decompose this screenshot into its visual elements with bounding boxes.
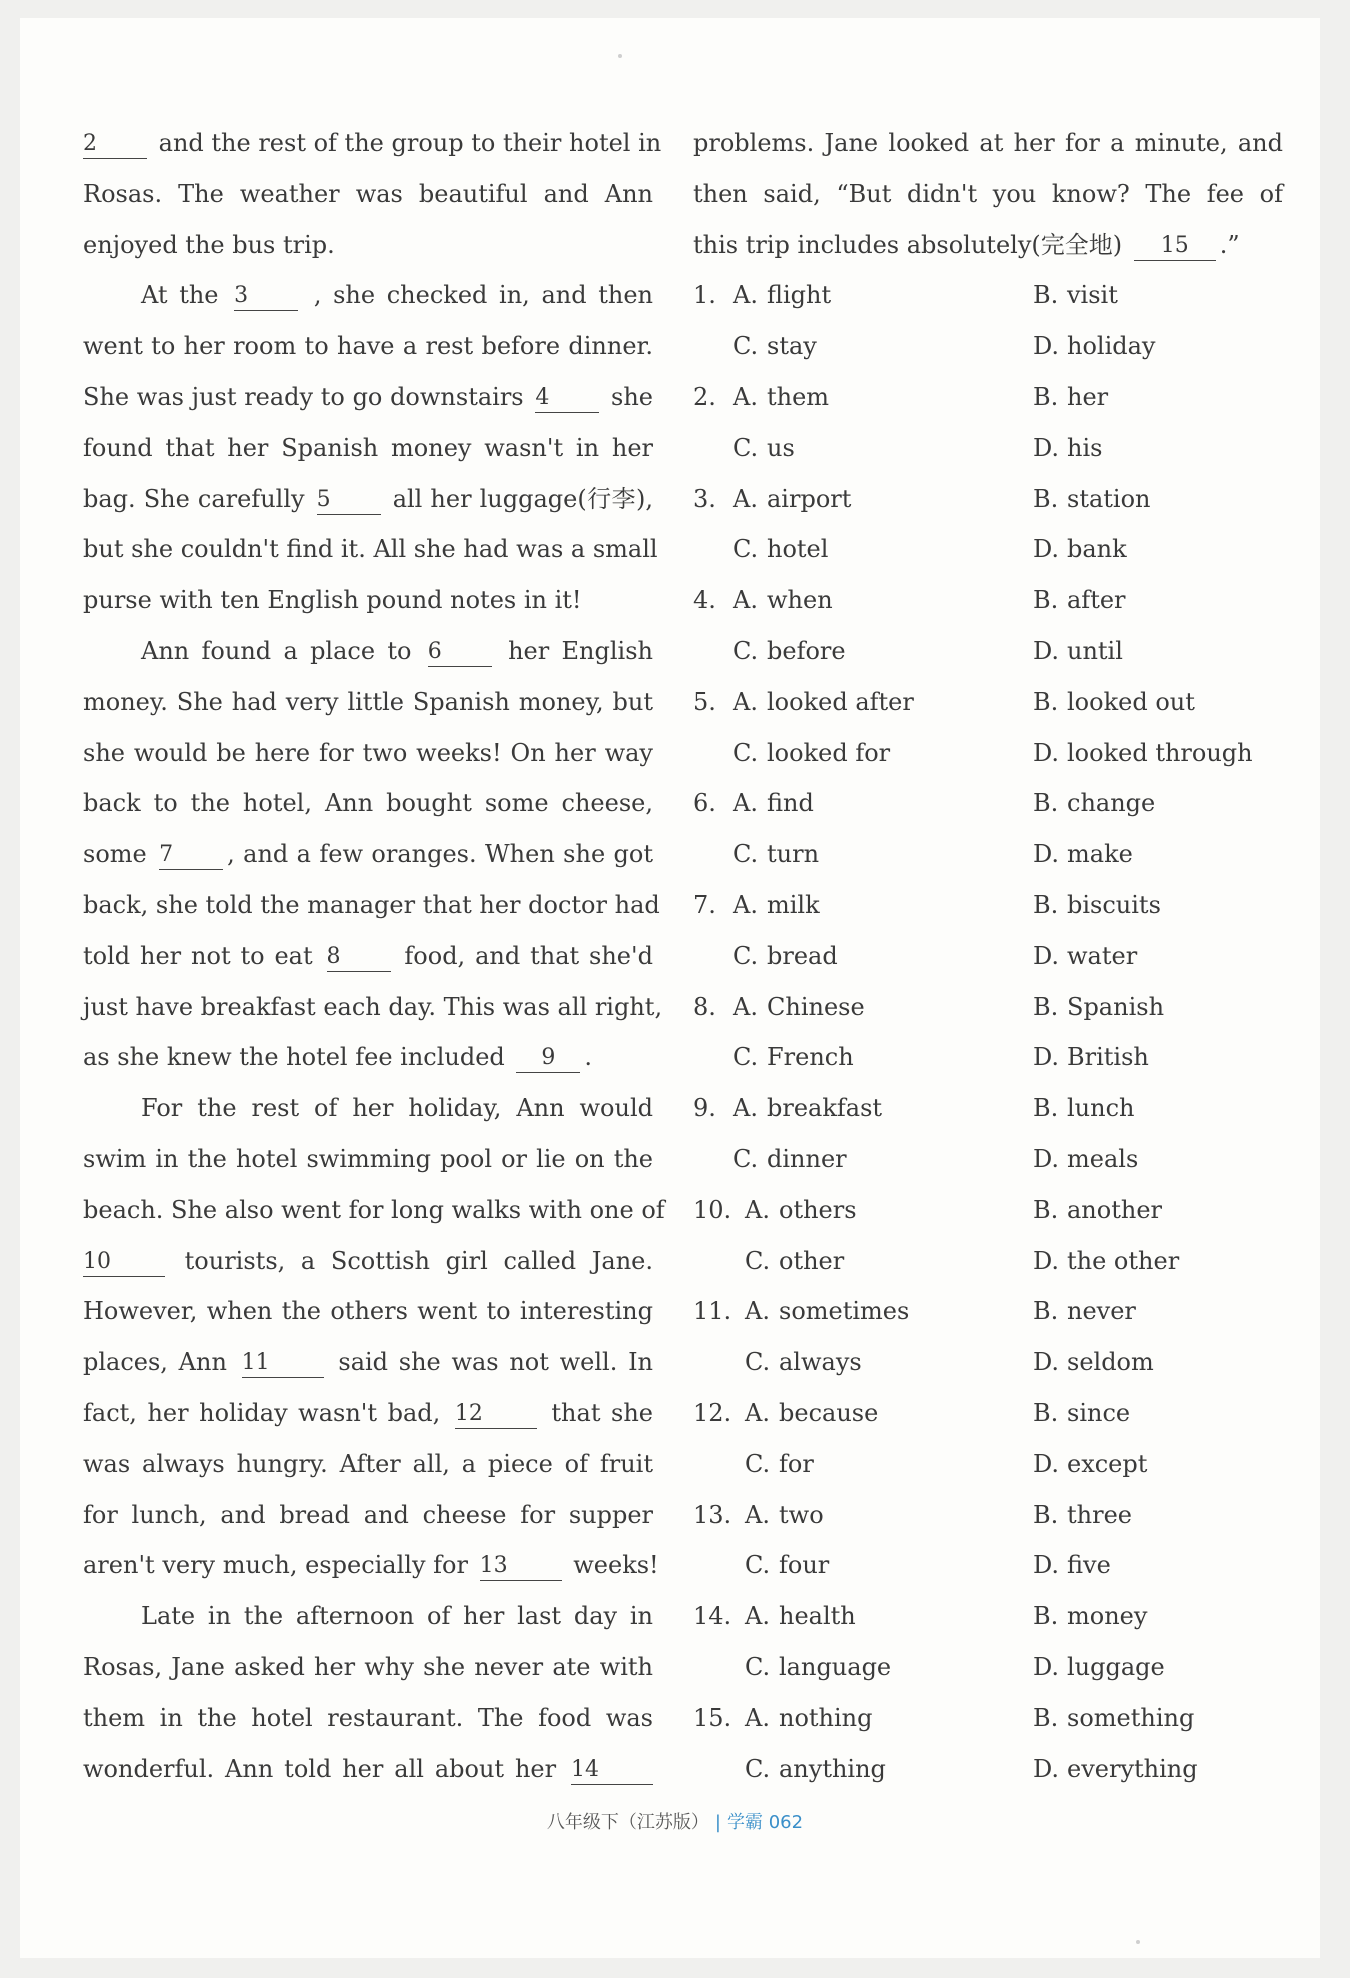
option-c[interactable] xyxy=(745,1744,886,1795)
option-c[interactable] xyxy=(733,321,817,372)
question-row xyxy=(693,931,1283,982)
option-letter: D. xyxy=(1033,941,1060,970)
option-letter: B. xyxy=(1033,1094,1059,1123)
question-number: 15. xyxy=(693,1703,732,1732)
option-b[interactable] xyxy=(1033,1185,1162,1236)
option-a[interactable] xyxy=(745,1693,873,1744)
question-list xyxy=(693,270,1283,1794)
question-row xyxy=(693,372,1283,423)
option-text: when xyxy=(767,586,833,615)
passage-line: them in the hotel restaurant. The food was xyxy=(83,1703,653,1732)
option-letter: A. xyxy=(733,382,758,411)
question-row xyxy=(693,1693,1283,1744)
option-a[interactable] xyxy=(733,270,831,321)
option-c[interactable] xyxy=(733,524,828,575)
question-row xyxy=(693,1642,1283,1693)
question-number: 5. xyxy=(693,687,716,716)
option-a[interactable] xyxy=(733,677,914,728)
option-d[interactable] xyxy=(1033,1236,1179,1287)
option-text: her xyxy=(1067,382,1109,411)
option-letter: D. xyxy=(1033,1043,1060,1072)
option-letter: C. xyxy=(733,840,759,869)
answer-blank[interactable]: 13 xyxy=(480,1552,562,1581)
question-row xyxy=(693,1286,1283,1337)
option-letter: A. xyxy=(733,992,758,1021)
option-letter: C. xyxy=(733,535,759,564)
option-text: never xyxy=(1067,1297,1136,1326)
option-b[interactable] xyxy=(1033,1083,1135,1134)
passage-line: wonderful. Ann told her all about her 14 xyxy=(83,1744,653,1795)
option-letter: B. xyxy=(1033,992,1059,1021)
option-c[interactable] xyxy=(745,1337,862,1388)
option-d[interactable] xyxy=(1033,626,1123,677)
question-number: 1. xyxy=(693,281,716,310)
passage-line: places, Ann 11 said she was not well. In xyxy=(83,1348,654,1377)
option-letter: A. xyxy=(745,1297,770,1326)
option-a[interactable] xyxy=(745,1388,878,1439)
question-number: 10. xyxy=(693,1195,732,1224)
passage-line: as she knew the hotel fee included 9 . xyxy=(83,1043,593,1072)
page-footer: 八年级下（江苏版） | 学霸 062 xyxy=(546,1812,804,1833)
option-text: another xyxy=(1067,1195,1162,1224)
option-text: seldom xyxy=(1067,1348,1154,1377)
passage-line: She was just ready to go downstairs 4 she xyxy=(83,382,653,411)
option-text: until xyxy=(1067,636,1123,665)
question-number: 3. xyxy=(693,484,716,513)
question-row xyxy=(693,1185,1283,1236)
option-letter: C. xyxy=(733,941,759,970)
option-d[interactable] xyxy=(1033,1642,1165,1693)
option-letter: C. xyxy=(745,1551,771,1580)
option-letter: A. xyxy=(745,1703,770,1732)
option-text: milk xyxy=(767,890,820,919)
option-letter: B. xyxy=(1033,1602,1059,1631)
passage-line: For the rest of her holiday, Ann would xyxy=(141,1094,653,1123)
answer-blank[interactable]: 14 xyxy=(571,1756,653,1785)
option-text: other xyxy=(779,1246,845,1275)
question-row xyxy=(693,1236,1283,1287)
option-b[interactable] xyxy=(1033,1591,1147,1642)
option-text: Spanish xyxy=(1067,992,1165,1021)
question-row xyxy=(693,1083,1283,1134)
question-number: 6. xyxy=(693,789,716,818)
option-text: biscuits xyxy=(1067,890,1161,919)
option-letter: C. xyxy=(745,1652,771,1681)
option-letter: C. xyxy=(733,1144,759,1173)
passage-line: but she couldn't find it. All she had was a small xyxy=(83,535,658,564)
passage-line: However, when the others went to interesting xyxy=(83,1297,653,1326)
option-text: two xyxy=(779,1500,824,1529)
passage-line: enjoyed the bus trip. xyxy=(83,230,335,259)
option-text: others xyxy=(779,1195,857,1224)
option-letter: D. xyxy=(1033,1652,1060,1681)
option-text: hotel xyxy=(767,535,829,564)
option-c[interactable] xyxy=(733,728,890,779)
option-text: bank xyxy=(1067,535,1127,564)
option-letter: D. xyxy=(1033,535,1060,564)
answer-blank[interactable]: 15 xyxy=(1134,232,1216,261)
option-text: four xyxy=(779,1551,830,1580)
option-letter: D. xyxy=(1033,636,1060,665)
question-row xyxy=(693,982,1283,1033)
question-number: 8. xyxy=(693,992,716,1021)
answer-blank[interactable]: 6 xyxy=(428,638,492,667)
answer-blank[interactable]: 3 xyxy=(234,282,298,311)
option-letter: A. xyxy=(733,687,758,716)
question-row xyxy=(693,1540,1283,1591)
question-row xyxy=(693,321,1283,372)
option-b[interactable] xyxy=(1033,1693,1194,1744)
option-letter: D. xyxy=(1033,1348,1060,1377)
option-a[interactable] xyxy=(733,575,833,626)
option-text: dinner xyxy=(767,1144,847,1173)
question-number: 11. xyxy=(693,1297,732,1326)
option-letter: C. xyxy=(733,332,759,361)
option-c[interactable] xyxy=(745,1439,814,1490)
question-number: 9. xyxy=(693,1094,716,1123)
option-a[interactable] xyxy=(733,372,829,423)
option-d[interactable] xyxy=(1033,1540,1111,1591)
option-text: the other xyxy=(1067,1246,1180,1275)
question-number: 14. xyxy=(693,1602,732,1631)
option-text: language xyxy=(779,1652,892,1681)
option-letter: A. xyxy=(745,1602,770,1631)
option-text: breakfast xyxy=(767,1094,883,1123)
option-b[interactable] xyxy=(1033,778,1155,829)
option-a[interactable] xyxy=(733,778,814,829)
option-letter: A. xyxy=(745,1195,770,1224)
option-b[interactable] xyxy=(1033,1286,1136,1337)
question-row xyxy=(693,524,1283,575)
option-letter: C. xyxy=(733,636,759,665)
question-row xyxy=(693,677,1283,728)
option-letter: A. xyxy=(745,1500,770,1529)
option-d[interactable] xyxy=(1033,931,1137,982)
option-letter: B. xyxy=(1033,1297,1059,1326)
option-letter: D. xyxy=(1033,1246,1060,1275)
question-row xyxy=(693,1591,1283,1642)
option-text: three xyxy=(1067,1500,1132,1529)
option-letter: B. xyxy=(1033,1195,1059,1224)
option-letter: B. xyxy=(1033,890,1059,919)
option-text: looked after xyxy=(767,687,914,716)
question-number: 12. xyxy=(693,1398,732,1427)
passage-line: some 7 , and a few oranges. When she got xyxy=(83,840,654,869)
option-text: change xyxy=(1067,789,1156,818)
option-b[interactable] xyxy=(1033,880,1161,931)
passage-line: aren't very much, especially for 13 weeks! xyxy=(83,1551,659,1580)
option-text: for xyxy=(779,1449,814,1478)
answer-blank[interactable]: 11 xyxy=(242,1349,324,1378)
option-letter: D. xyxy=(1033,433,1060,462)
answer-blank[interactable]: 5 xyxy=(317,486,381,515)
option-text: stay xyxy=(767,332,817,361)
brand-label: 学霸 xyxy=(726,1812,763,1833)
option-text: looked out xyxy=(1067,687,1195,716)
option-letter: D. xyxy=(1033,1754,1060,1783)
question-row xyxy=(693,728,1283,779)
scan-speck xyxy=(618,54,622,58)
option-text: water xyxy=(1067,941,1138,970)
option-c[interactable] xyxy=(733,626,846,677)
option-text: money xyxy=(1067,1602,1148,1631)
option-text: nothing xyxy=(779,1703,873,1732)
passage-line: purse with ten English pound notes in it! xyxy=(83,586,582,615)
passage-line: money. She had very little Spanish money, but xyxy=(83,687,653,716)
option-letter: A. xyxy=(733,890,758,919)
option-letter: D. xyxy=(1033,1449,1060,1478)
answer-blank[interactable]: 2 xyxy=(83,130,147,159)
option-a[interactable] xyxy=(745,1490,824,1541)
question-number: 4. xyxy=(693,586,716,615)
question-row xyxy=(693,1134,1283,1185)
option-letter: B. xyxy=(1033,789,1059,818)
option-a[interactable] xyxy=(745,1185,857,1236)
option-letter: B. xyxy=(1033,1500,1059,1529)
question-row xyxy=(693,1490,1283,1541)
answer-blank[interactable]: 4 xyxy=(535,384,599,413)
answer-blank[interactable]: 8 xyxy=(327,943,391,972)
option-a[interactable] xyxy=(733,474,851,525)
option-b[interactable] xyxy=(1033,1388,1130,1439)
question-row xyxy=(693,1744,1283,1795)
option-text: visit xyxy=(1067,281,1118,310)
option-b[interactable] xyxy=(1033,575,1126,626)
passage-line: back, she told the manager that her doctor had xyxy=(83,890,660,919)
option-letter: B. xyxy=(1033,382,1059,411)
question-row xyxy=(693,778,1283,829)
question-row xyxy=(693,1388,1283,1439)
option-d[interactable] xyxy=(1033,1032,1149,1083)
option-letter: A. xyxy=(745,1398,770,1427)
passage-line: told her not to eat 8 food, and that she'd xyxy=(83,941,653,970)
option-b[interactable] xyxy=(1033,474,1151,525)
option-text: looked through xyxy=(1067,738,1253,767)
option-letter: D. xyxy=(1033,840,1060,869)
option-c[interactable] xyxy=(733,1032,854,1083)
option-a[interactable] xyxy=(733,1083,882,1134)
option-text: always xyxy=(779,1348,862,1377)
option-letter: A. xyxy=(733,281,758,310)
option-c[interactable] xyxy=(733,829,819,880)
option-text: five xyxy=(1067,1551,1111,1580)
question-row xyxy=(693,474,1283,525)
option-text: station xyxy=(1067,484,1151,513)
option-text: his xyxy=(1067,433,1103,462)
option-letter: D. xyxy=(1033,332,1060,361)
question-row xyxy=(693,1032,1283,1083)
option-text: make xyxy=(1067,840,1133,869)
option-text: since xyxy=(1067,1398,1131,1427)
passage-line: was always hungry. After all, a piece of fruit xyxy=(83,1449,653,1478)
passage-line: for lunch, and bread and cheese for supper xyxy=(83,1500,653,1529)
scan-speck xyxy=(1136,1940,1140,1944)
option-letter: A. xyxy=(733,586,758,615)
option-a[interactable] xyxy=(733,982,865,1033)
question-row xyxy=(693,1337,1283,1388)
passage-line: Rosas, Jane asked her why she never ate with xyxy=(83,1652,653,1681)
answer-blank[interactable]: 7 xyxy=(159,841,223,870)
option-c[interactable] xyxy=(733,1134,847,1185)
question-row xyxy=(693,880,1283,931)
passage-line: beach. She also went for long walks with one of xyxy=(83,1195,665,1224)
option-text: looked for xyxy=(767,738,891,767)
option-a[interactable] xyxy=(733,880,820,931)
option-letter: B. xyxy=(1033,1398,1059,1427)
option-c[interactable] xyxy=(733,931,838,982)
question-row xyxy=(693,626,1283,677)
option-d[interactable] xyxy=(1033,1744,1198,1795)
passage-line: found that her Spanish money wasn't in her xyxy=(83,433,653,462)
option-letter: C. xyxy=(733,738,759,767)
option-b[interactable] xyxy=(1033,270,1118,321)
options-column xyxy=(693,118,1283,1794)
option-letter: B. xyxy=(1033,1703,1059,1732)
question-row xyxy=(693,423,1283,474)
passage-line: Late in the afternoon of her last day in xyxy=(141,1602,653,1631)
option-b[interactable] xyxy=(1033,1490,1132,1541)
passage-line: just have breakfast each day. This was all right, xyxy=(83,992,663,1021)
option-text: health xyxy=(779,1602,856,1631)
option-text: everything xyxy=(1067,1754,1198,1783)
option-letter: C. xyxy=(733,1043,759,1072)
option-a[interactable] xyxy=(745,1286,909,1337)
passage-line: At the 3 , she checked in, and then xyxy=(141,281,653,310)
option-letter: C. xyxy=(745,1754,771,1783)
passage-line: swim in the hotel swimming pool or lie on the xyxy=(83,1144,653,1173)
passage-line: bag. She carefully 5 all her luggage(行李), xyxy=(83,484,653,513)
option-text: turn xyxy=(767,840,820,869)
option-text: luggage xyxy=(1067,1652,1165,1681)
option-text: British xyxy=(1067,1043,1149,1072)
option-letter: A. xyxy=(733,484,758,513)
answer-blank[interactable]: 10 xyxy=(83,1248,165,1277)
option-text: find xyxy=(767,789,814,818)
option-c[interactable] xyxy=(745,1642,891,1693)
option-text: French xyxy=(767,1043,854,1072)
passage-line: 2 and the rest of the group to their hotel in xyxy=(83,129,662,157)
option-d[interactable] xyxy=(1033,829,1133,880)
option-letter: A. xyxy=(733,789,758,818)
passage-line: 10 tourists, a Scottish girl called Jane. xyxy=(83,1246,653,1275)
option-d[interactable] xyxy=(1033,423,1102,474)
option-letter: B. xyxy=(1033,281,1059,310)
option-letter: B. xyxy=(1033,687,1059,716)
option-letter: C. xyxy=(745,1246,771,1275)
option-text: flight xyxy=(767,281,832,310)
option-text: because xyxy=(779,1398,879,1427)
option-b[interactable] xyxy=(1033,982,1164,1033)
passage-line: this trip includes absolutely(完全地) 15 .” xyxy=(693,230,1240,259)
option-text: bread xyxy=(767,941,838,970)
option-d[interactable] xyxy=(1033,1337,1154,1388)
option-text: something xyxy=(1067,1703,1195,1732)
passage-line: she would be here for two weeks! On her way xyxy=(83,738,653,767)
option-text: lunch xyxy=(1067,1094,1135,1123)
option-text: anything xyxy=(779,1754,886,1783)
option-b[interactable] xyxy=(1033,677,1195,728)
option-letter: C. xyxy=(745,1449,771,1478)
question-row xyxy=(693,1439,1283,1490)
option-b[interactable] xyxy=(1033,372,1108,423)
passage-line: then said, “But didn't you know? The fee of xyxy=(693,179,1283,208)
option-d[interactable] xyxy=(1033,1134,1138,1185)
answer-blank[interactable]: 12 xyxy=(455,1400,537,1429)
page-number: 062 xyxy=(768,1812,804,1833)
passage-line: back to the hotel, Ann bought some cheese, xyxy=(83,789,653,818)
option-d[interactable] xyxy=(1033,728,1253,779)
option-text: sometimes xyxy=(779,1297,910,1326)
option-text: meals xyxy=(1067,1144,1139,1173)
option-text: before xyxy=(767,636,846,665)
option-text: them xyxy=(767,382,830,411)
option-text: holiday xyxy=(1067,332,1156,361)
option-c[interactable] xyxy=(733,423,795,474)
passage-line: Rosas. The weather was beautiful and Ann xyxy=(83,179,653,208)
option-a[interactable] xyxy=(745,1591,856,1642)
option-letter: D. xyxy=(1033,1551,1060,1580)
answer-blank[interactable]: 9 xyxy=(516,1044,580,1073)
question-row xyxy=(693,270,1283,321)
option-d[interactable] xyxy=(1033,524,1127,575)
option-d[interactable] xyxy=(1033,1439,1147,1490)
passage-line: problems. Jane looked at her for a minute, and xyxy=(693,129,1283,157)
option-letter: C. xyxy=(733,433,759,462)
question-row xyxy=(693,575,1283,626)
question-row xyxy=(693,829,1283,880)
option-text: Chinese xyxy=(767,992,865,1021)
option-d[interactable] xyxy=(1033,321,1156,372)
grade-label: 八年级下（江苏版） xyxy=(546,1812,709,1833)
option-letter: B. xyxy=(1033,586,1059,615)
option-letter: D. xyxy=(1033,1144,1060,1173)
option-letter: C. xyxy=(745,1348,771,1377)
option-text: after xyxy=(1067,586,1126,615)
passage-line: Ann found a place to 6 her English xyxy=(141,636,653,665)
option-text: airport xyxy=(767,484,852,513)
option-text: except xyxy=(1067,1449,1148,1478)
option-c[interactable] xyxy=(745,1540,829,1591)
option-text: us xyxy=(767,433,795,462)
passage-line: fact, her holiday wasn't bad, 12 that she xyxy=(83,1398,653,1427)
passage-line: went to her room to have a rest before dinner. xyxy=(83,332,653,361)
option-letter: D. xyxy=(1033,738,1060,767)
question-number: 7. xyxy=(693,890,716,919)
option-c[interactable] xyxy=(745,1236,844,1287)
passage-column xyxy=(83,118,665,1794)
option-letter: B. xyxy=(1033,484,1059,513)
question-number: 2. xyxy=(693,382,716,411)
question-number: 13. xyxy=(693,1500,732,1529)
option-letter: A. xyxy=(733,1094,758,1123)
